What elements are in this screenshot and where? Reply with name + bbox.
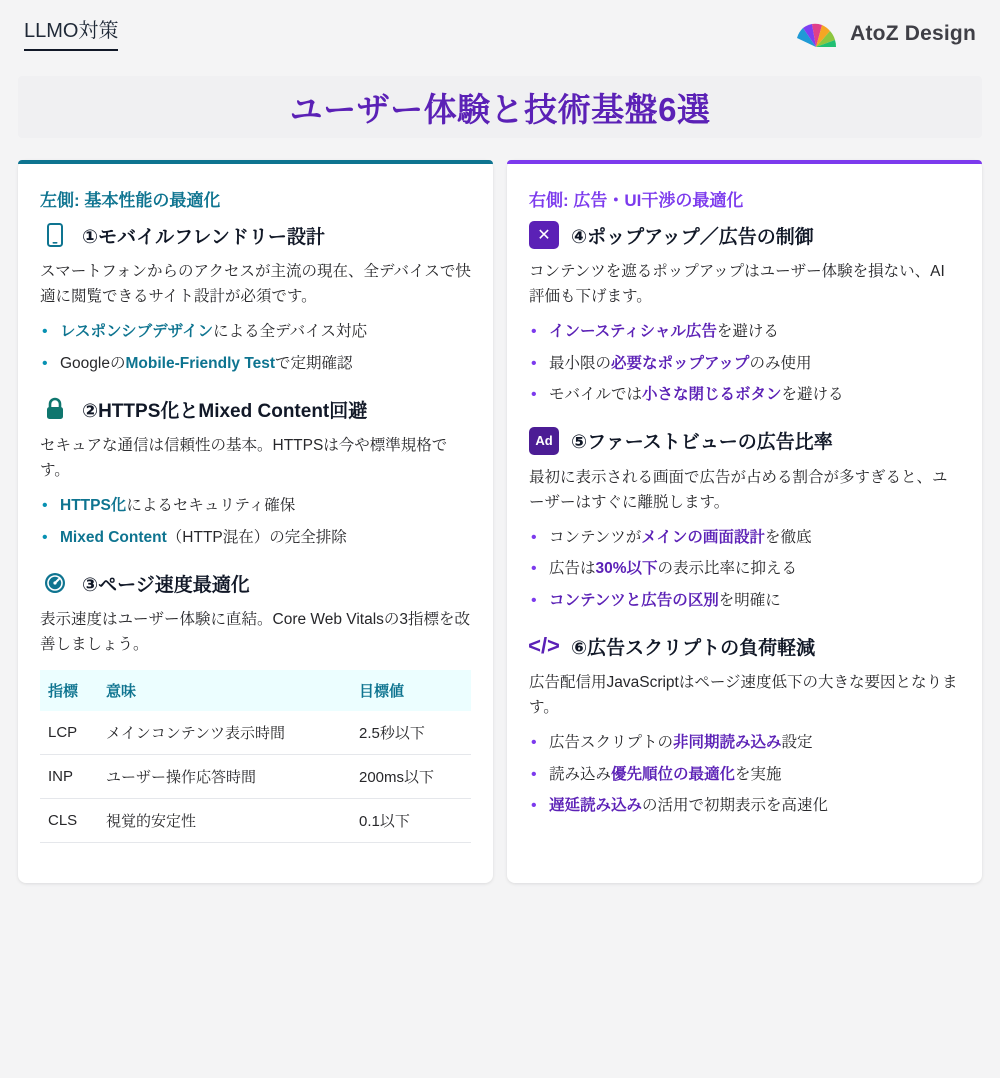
bullet-highlight: 優先順位の最適化 — [611, 765, 736, 783]
cell-meaning: メインコンテンツ表示時間 — [98, 711, 351, 755]
section-header — [529, 221, 960, 249]
cell-meaning: ユーザー操作応答時間 — [98, 754, 351, 798]
bullet-post: によるセキュリティ確保 — [126, 497, 296, 515]
bullet-post: を徹底 — [764, 528, 812, 546]
list-item — [529, 558, 960, 580]
section-ad-script-load — [529, 632, 960, 818]
section-paragraph: 最初に表示される画面で広告が占める割合が多すぎると、ユーザーはすぐに離脱します。 — [529, 468, 948, 511]
bullet-highlight: コンテンツと広告の区別 — [549, 591, 719, 609]
header-bar — [0, 0, 1000, 54]
left-card — [18, 160, 493, 883]
column-header: 指標 — [40, 670, 98, 711]
cell-metric: LCP — [40, 711, 98, 755]
section-header — [40, 569, 471, 597]
section-bullets — [40, 495, 471, 549]
section-header — [40, 395, 471, 423]
list-item — [40, 495, 471, 517]
list-item — [529, 384, 960, 406]
bullet-post: （HTTP混在）の完全排除 — [166, 528, 347, 546]
right-column-title: 右側: 広告・UI干渉の最適化 — [529, 191, 744, 210]
section-title: ②HTTPS化とMixed Content回避 — [82, 400, 368, 422]
bullet-highlight: HTTPS化 — [60, 497, 127, 515]
bullet-pre: モバイルでは — [549, 386, 643, 404]
bullet-post: 設定 — [781, 734, 813, 752]
section-paragraph: 広告配信用JavaScriptはページ速度低下の大きな要因となります。 — [529, 674, 958, 717]
list-item — [529, 321, 960, 343]
bullet-highlight: インースティシャル広告 — [549, 323, 717, 341]
table-row — [40, 798, 471, 842]
section-header — [40, 221, 471, 249]
table-header-row — [40, 670, 471, 711]
list-item — [529, 795, 960, 817]
bullet-post: で定期確認 — [275, 354, 353, 372]
section-paragraph: コンテンツを遮るポップアップはユーザー体験を損ない、AI評価も下げます。 — [529, 263, 945, 306]
bullet-pre: 最小限の — [549, 354, 612, 372]
list-item — [529, 527, 960, 549]
list-item — [529, 764, 960, 786]
section-paragraph: スマートフォンからのアクセスが主流の現在、全デバイスで快適に閲覧できるサイト設計が必須です。 — [40, 263, 471, 306]
close-box-icon: ✕ — [529, 221, 559, 249]
list-item — [529, 732, 960, 754]
content-columns — [0, 138, 1000, 883]
lock-icon — [40, 395, 70, 423]
bullet-post: の表示比率に抑える — [657, 560, 798, 578]
cell-target: 0.1以下 — [351, 798, 471, 842]
category-tag: LLMO対策 — [24, 14, 118, 51]
bullet-pre: 広告スクリプトの — [549, 734, 674, 752]
bullet-post: を実施 — [735, 765, 782, 783]
list-item — [40, 353, 471, 375]
cell-target: 200ms以下 — [351, 754, 471, 798]
bullet-highlight: 遅延読み込み — [549, 797, 643, 815]
brand-lockup — [792, 14, 982, 54]
section-mobile-friendly — [40, 221, 471, 375]
table-row — [40, 711, 471, 755]
list-item — [529, 353, 960, 375]
left-column-title: 左側: 基本性能の最適化 — [40, 191, 221, 210]
list-item — [40, 321, 471, 343]
table-row — [40, 754, 471, 798]
bullet-post: を明確に — [718, 591, 781, 609]
bullet-post: の活用で初期表示を高速化 — [642, 797, 829, 815]
list-item — [40, 527, 471, 549]
bullet-pre: Googleの — [60, 354, 126, 372]
core-web-vitals-table — [40, 670, 471, 843]
bullet-highlight: 非同期読み込み — [673, 734, 782, 752]
title-band — [18, 76, 982, 138]
mobile-phone-icon — [40, 221, 70, 249]
section-bullets — [40, 321, 471, 375]
bullet-post: による全デバイス対応 — [213, 323, 367, 341]
section-https — [40, 395, 471, 549]
bullet-highlight: レスポンシブデザイン — [60, 323, 214, 341]
bullet-highlight: 必要なポップアップ — [611, 354, 750, 372]
bullet-highlight: メインの画面設計 — [641, 528, 765, 546]
bullet-post: のみ使用 — [749, 354, 812, 372]
section-title: ⑥広告スクリプトの負荷軽減 — [571, 637, 816, 659]
section-popup-control — [529, 221, 960, 407]
bullet-highlight: Mobile-Friendly Test — [125, 354, 276, 372]
column-header: 目標値 — [351, 670, 471, 711]
bullet-pre: 読み込み — [549, 765, 612, 783]
bullet-post: を避ける — [781, 386, 844, 404]
brand-name: AtoZ Design — [850, 22, 976, 45]
page-title: ユーザー体験と技術基盤6選 — [289, 90, 711, 128]
cell-metric: INP — [40, 754, 98, 798]
section-title: ③ページ速度最適化 — [82, 574, 250, 596]
section-ad-ratio — [529, 427, 960, 613]
bullet-post: を避ける — [716, 323, 779, 341]
bullet-pre: コンテンツが — [549, 528, 642, 546]
speed-gauge-icon — [40, 569, 70, 597]
bullet-highlight: 小さな閉じるボタン — [642, 386, 782, 404]
section-title: ①モバイルフレンドリー設計 — [82, 226, 325, 248]
section-bullets — [529, 732, 960, 817]
cell-target: 2.5秒以下 — [351, 711, 471, 755]
bullet-pre: 広告は — [549, 560, 596, 578]
section-title: ④ポップアップ／広告の制御 — [571, 226, 814, 248]
section-bullets — [529, 321, 960, 406]
code-brackets-icon: </> — [528, 633, 560, 659]
section-paragraph: 表示速度はユーザー体験に直結。Core Web Vitalsの3指標を改善しましょう。 — [40, 611, 471, 654]
column-header: 意味 — [98, 670, 351, 711]
section-bullets — [529, 527, 960, 612]
bullet-highlight: Mixed Content — [60, 528, 167, 546]
cell-metric: CLS — [40, 798, 98, 842]
cell-meaning: 視覚的安定性 — [98, 798, 351, 842]
section-header — [529, 632, 960, 660]
section-header — [529, 427, 960, 455]
section-title: ⑤ファーストビューの広告比率 — [571, 432, 833, 454]
section-page-speed — [40, 569, 471, 842]
section-paragraph: セキュアな通信は信頼性の基本。HTTPSは今や標準規格です。 — [40, 437, 448, 480]
bullet-highlight: 30%以下 — [595, 560, 658, 578]
list-item — [529, 590, 960, 612]
ad-badge-icon: Ad — [529, 427, 559, 455]
fan-logo-icon — [792, 14, 840, 54]
right-card — [507, 160, 982, 883]
